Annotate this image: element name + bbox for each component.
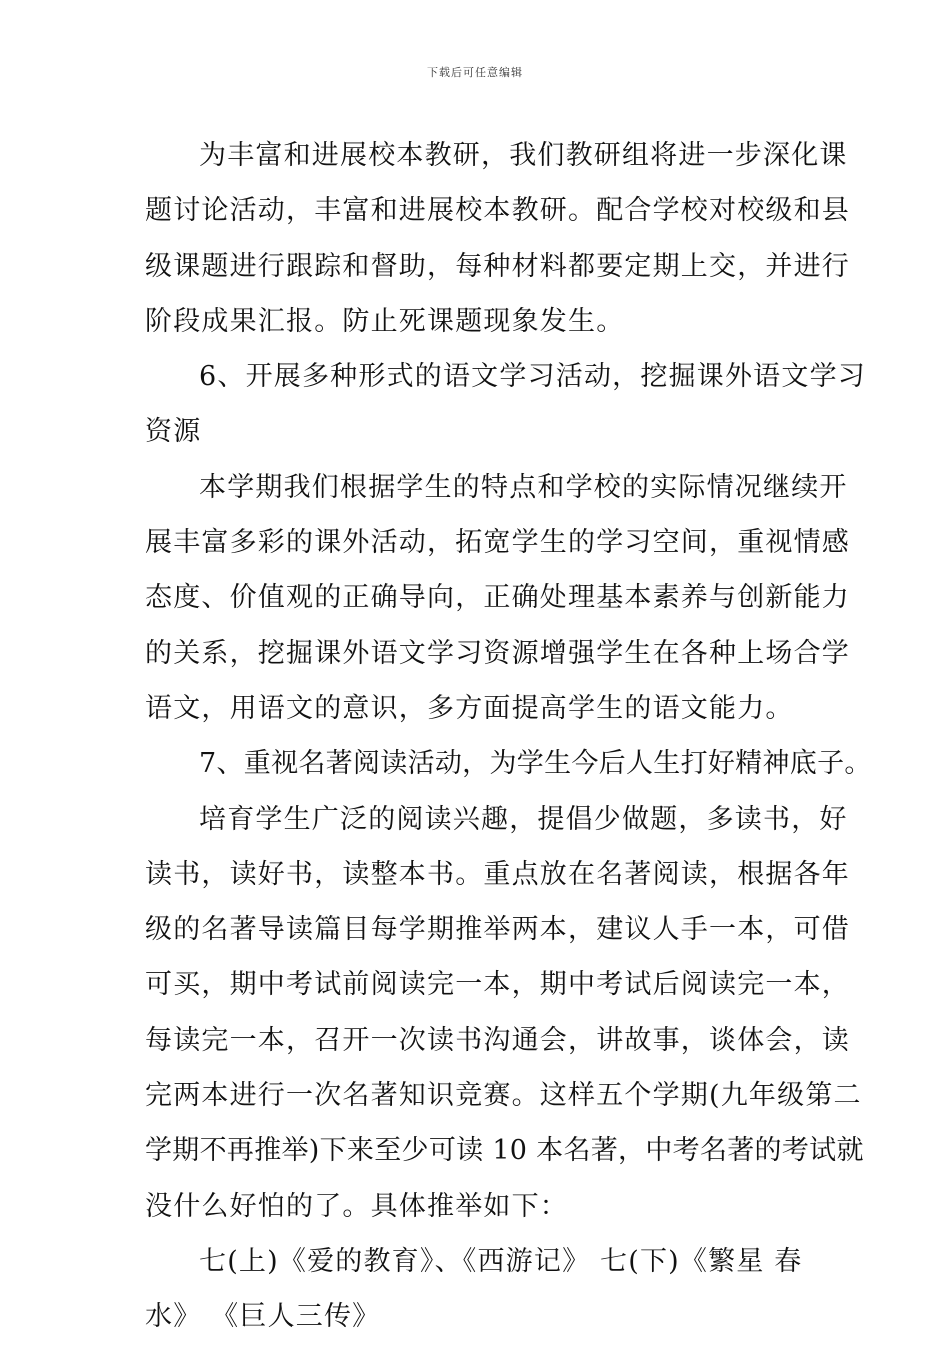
paragraph-line: 级的名著导读篇目每学期推举两本，建议人手一本，可借 — [145, 914, 850, 946]
paragraph-line: 阶段成果汇报。防止死课题现象发生。 — [145, 305, 625, 337]
paragraph-line: 没什么好怕的了。具体推举如下： — [145, 1190, 568, 1222]
paragraph-line: 展丰富多彩的课外活动，拓宽学生的学习空间，重视情感 — [145, 527, 850, 559]
paragraph-line: 学期不再推举)下来至少可读 10 本名著，中考名著的考试就 — [145, 1135, 864, 1167]
paragraph-line: 本学期我们根据学生的特点和学校的实际情况继续开 — [199, 471, 848, 503]
section-heading-line: 资源 — [145, 416, 202, 448]
page-header: 下载后可任意编辑 — [427, 66, 523, 79]
paragraph-line: 读书，读好书，读整本书。重点放在名著阅读，根据各年 — [145, 858, 850, 890]
paragraph-line: 可买，期中考试前阅读完一本，期中考试后阅读完一本， — [145, 969, 850, 1001]
book-list-line: 七(上)《爱的教育》、《西游记》 七(下)《繁星 春 — [199, 1245, 803, 1277]
paragraph-line: 为丰富和进展校本教研，我们教研组将进一步深化课 — [199, 140, 848, 171]
paragraph-line: 态度、价值观的正确导向，正确处理基本素养与创新能力 — [145, 582, 850, 614]
section-heading-line: 6、开展多种形式的语文学习活动，挖掘课外语文学习 — [199, 361, 866, 393]
paragraph-line: 完两本进行一次名著知识竞赛。这样五个学期(九年级第二 — [145, 1080, 862, 1112]
section-heading-line: 7、重视名著阅读活动，为学生今后人生打好精神底子。 — [199, 748, 872, 780]
paragraph-line: 题讨论活动，丰富和进展校本教研。配合学校对校级和县 — [145, 195, 850, 227]
document-body — [145, 128, 872, 1345]
paragraph-line: 级课题进行跟踪和督助，每种材料都要定期上交，并进行 — [145, 250, 850, 282]
paragraph-line: 语文，用语文的意识，多方面提高学生的语文能力。 — [145, 692, 794, 724]
paragraph-line: 每读完一本，召开一次读书沟通会，讲故事，谈体会，读 — [145, 1024, 850, 1056]
paragraph-line: 的关系，挖掘课外语文学习资源增强学生在各种上场合学 — [145, 637, 850, 669]
book-list-line: 水》 《巨人三传》 — [145, 1301, 381, 1333]
paragraph-line: 培育学生广泛的阅读兴趣，提倡少做题，多读书，好 — [199, 803, 848, 835]
